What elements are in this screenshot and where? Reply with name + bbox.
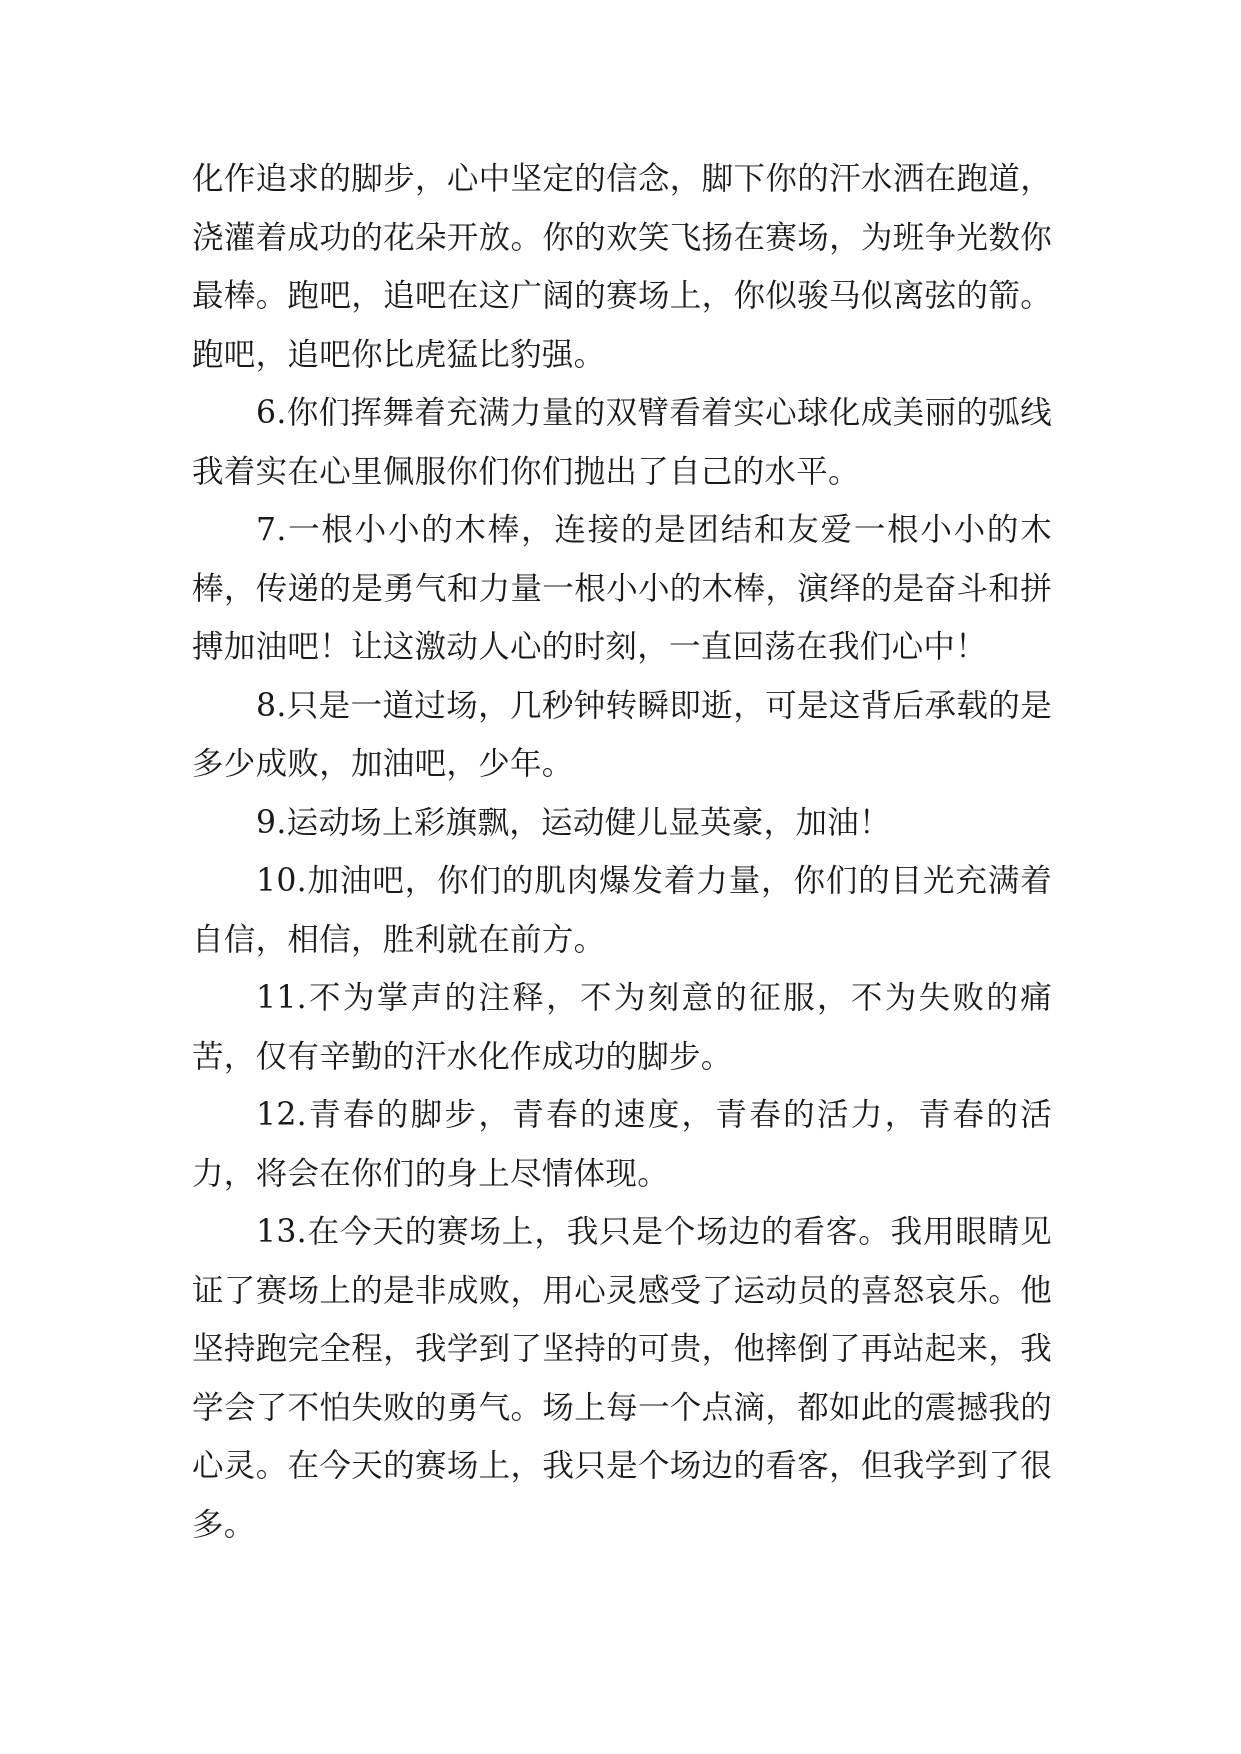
paragraph-item-10: 10.加油吧，你们的肌肉爆发着力量，你们的目光充满着自信，相信，胜利就在前方。 — [192, 863, 1052, 958]
paragraph-item-11: 11.不为掌声的注释，不为刻意的征服，不为失败的痛苦，仅有辛勤的汗水化作成功的脚步。 — [192, 980, 1052, 1075]
paragraph-item-12: 12.青春的脚步，青春的速度，青春的活力，青春的活力，将会在你们的身上尽情体现。 — [192, 1097, 1052, 1192]
paragraph-item-13: 13.在今天的赛场上，我只是个场边的看客。我用眼睛见证了赛场上的是非成败，用心灵感受了运动员的喜怒哀乐。他坚持跑完全程，我学到了坚持的可贵，他摔倒了再站起来，我学会了不怕失败的勇气。场上每一个点滴，都如此的震撼我的心灵。在今天的赛场上，我只是个场边的看客，但我学到了很多。 — [192, 1214, 1052, 1543]
paragraph-item-8: 8.只是一道过场，几秒钟转瞬即逝，可是这背后承载的是多少成败，加油吧，少年。 — [192, 687, 1052, 782]
paragraph-item-9: 9.运动场上彩旗飘，运动健儿显英豪，加油！ — [256, 804, 891, 841]
document-body — [192, 150, 1052, 1554]
paragraph-continuation: 化作追求的脚步，心中坚定的信念，脚下你的汗水洒在跑道，浇灌着成功的花朵开放。你的欢笑飞扬在赛场，为班争光数你最棒。跑吧，追吧在这广阔的赛场上，你似骏马似离弦的箭。跑吧，追吧你比虎猛比豹强。 — [192, 161, 1052, 373]
paragraph-item-7: 7.一根小小的木棒，连接的是团结和友爱一根小小的木棒，传递的是勇气和力量一根小小的木棒，演绎的是奋斗和拼搏加油吧！让这激动人心的时刻，一直回荡在我们心中！ — [192, 512, 1052, 665]
paragraph-item-6: 6.你们挥舞着充满力量的双臂看着实心球化成美丽的弧线我着实在心里佩服你们你们抛出了自己的水平。 — [192, 395, 1052, 490]
